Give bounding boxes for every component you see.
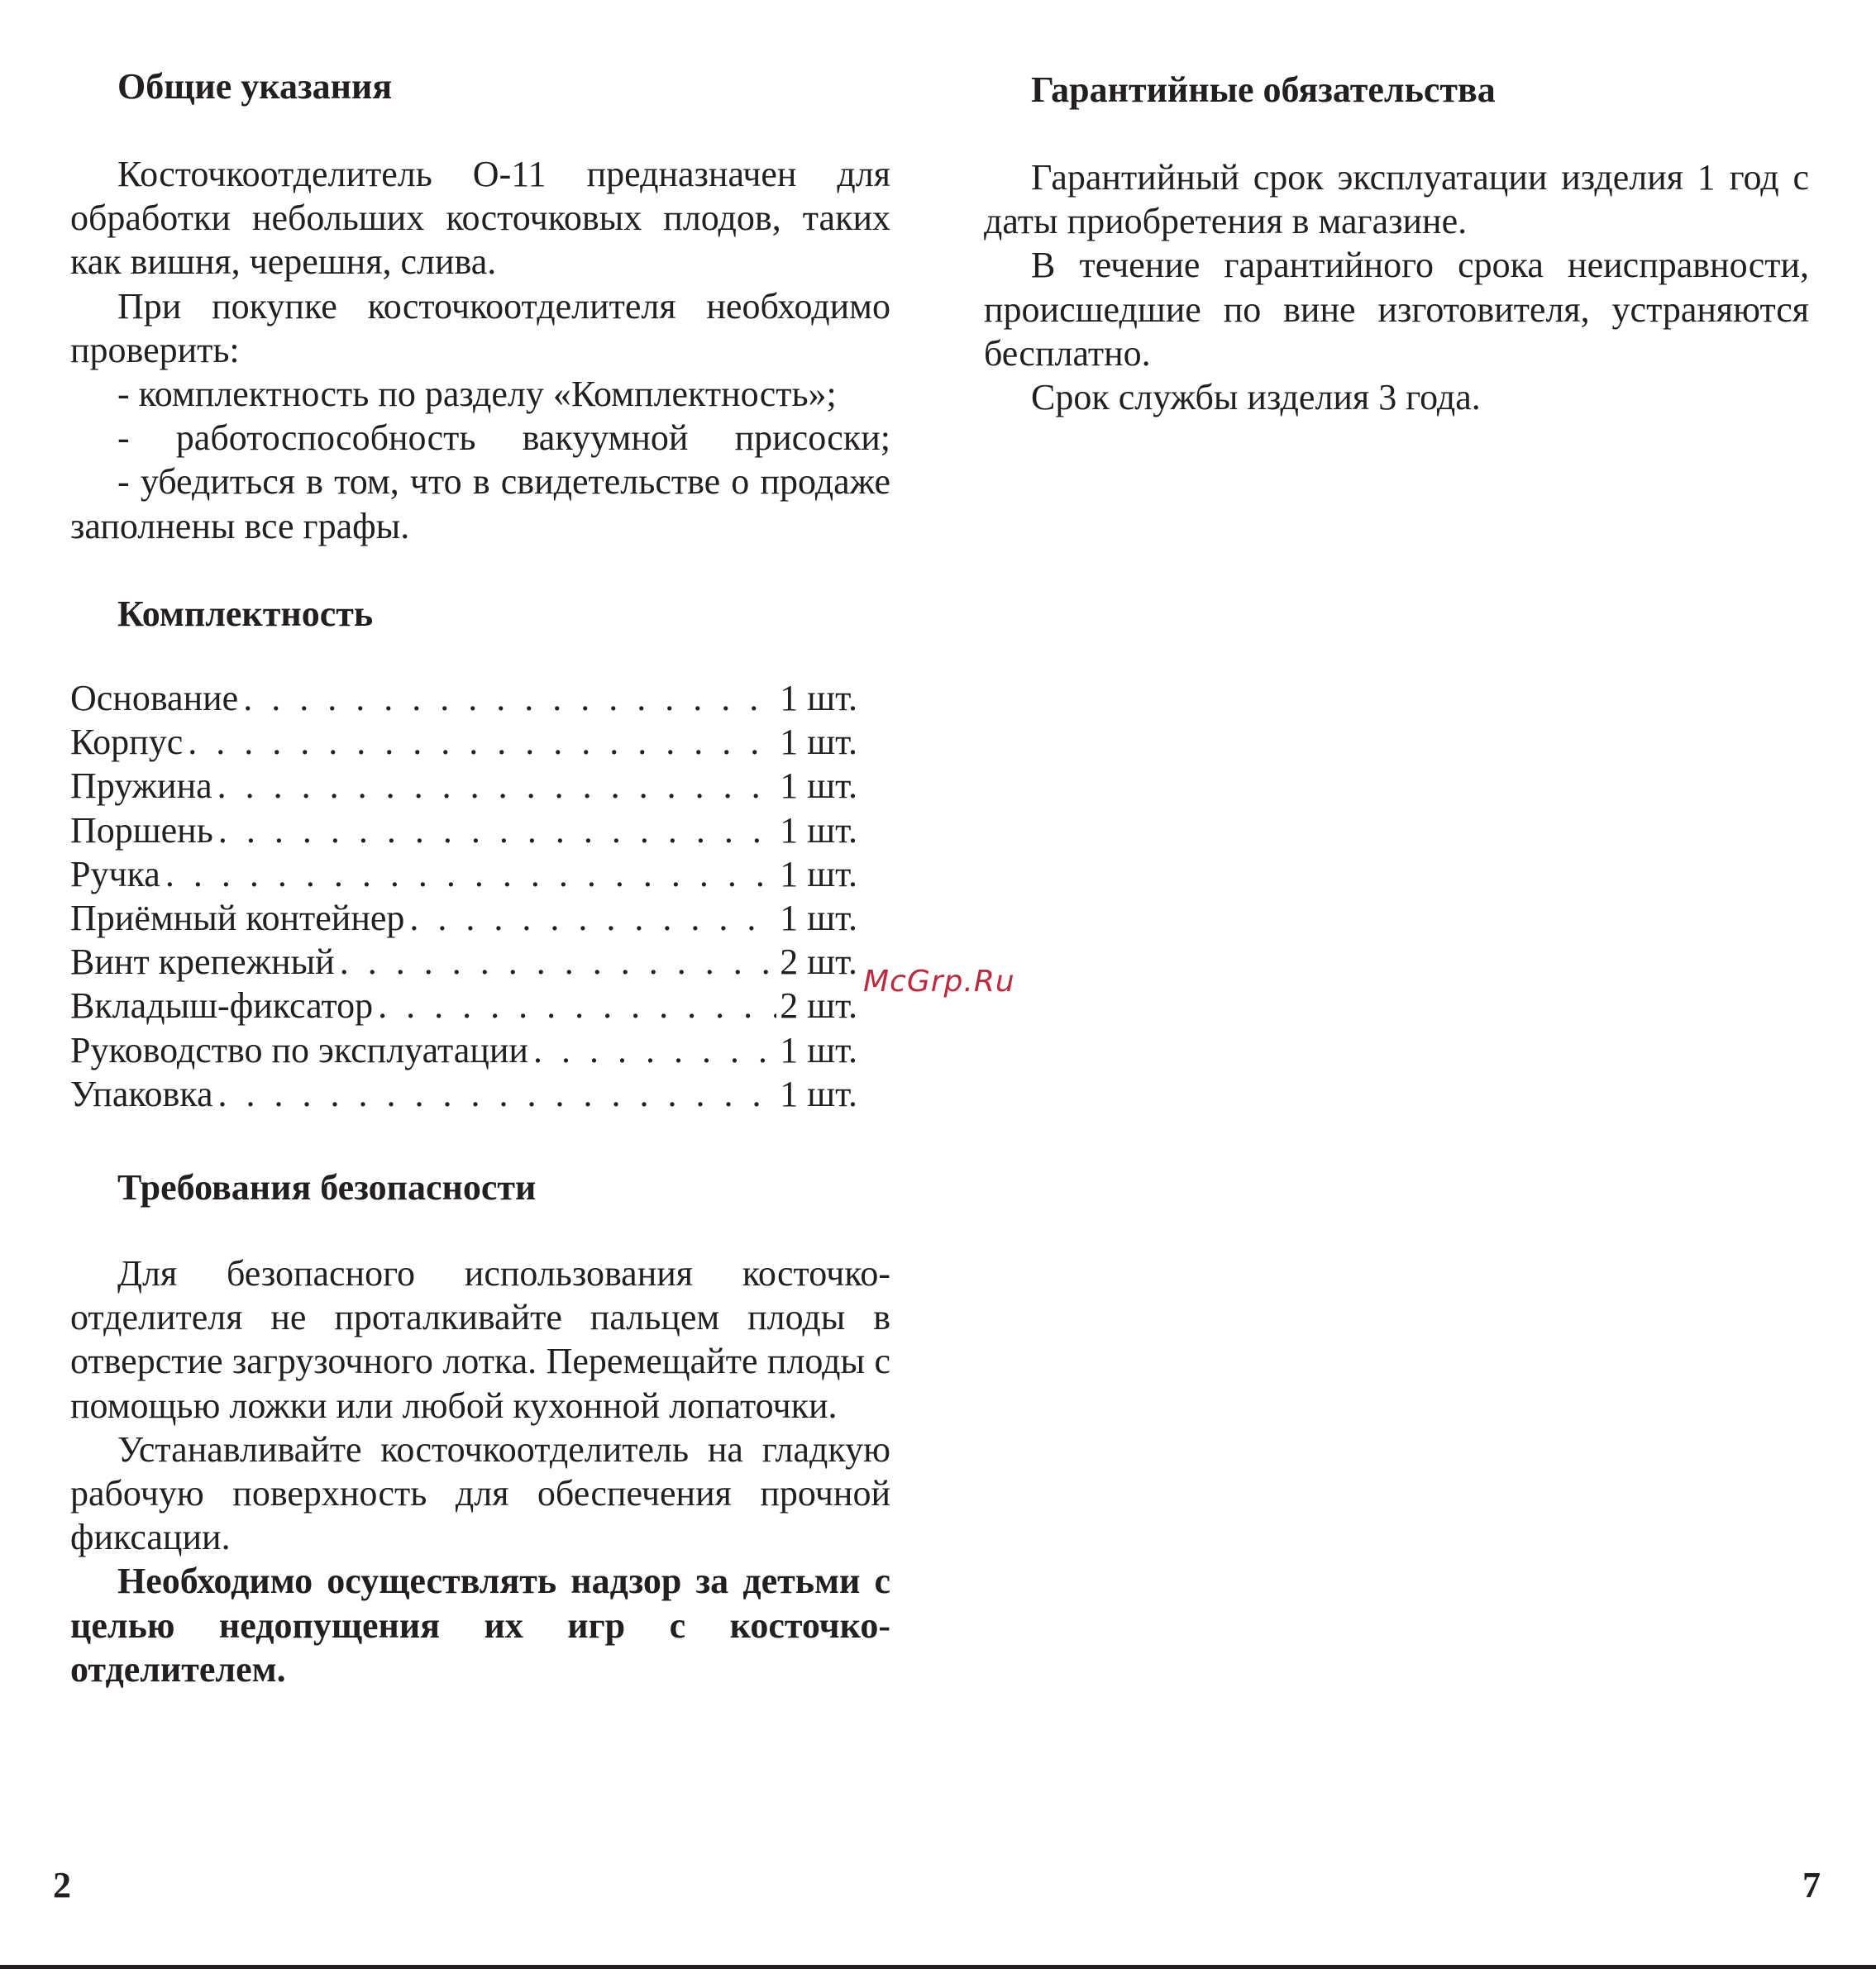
general-paragraph-2: При покупке косточкоотделителя необходимо проверить: [70,285,890,370]
contents-item-qty: 1 шт. [780,1073,857,1114]
check-item-1: - комплектность по разделу «Комплектность»; [117,374,837,415]
contents-item-name: Поршень [70,809,213,851]
check-item-3: - убедиться в том, что в свидетельстве о продаже заполнены все графы. [70,461,890,546]
leader-dots [218,1072,777,1116]
contents-item-name: Пружина [70,765,212,807]
check-item-2: - работоспособность вакуумной присоски; [117,417,890,459]
warranty-section [984,155,1809,419]
contents-item [70,764,857,808]
contents-item [70,940,857,984]
warranty-heading: Гарантийные обязательства [1031,69,1496,110]
leader-dots [218,808,776,852]
safety-paragraph-1: Для безопасного использования косточко-отделителя не проталкивайте пальцем плоды в отверстие загрузочного лотка. Перемещайте плоды с помощью ложки или любой кухонной лопаточки. [70,1253,890,1426]
contents-item-name: Вкладыш-фиксатор [70,985,374,1027]
warranty-paragraph-2: В течение гарантийного срока неисправности, происшедшие по вине изготовителя, устраняются бесплатно. [984,245,1809,374]
contents-item-name: Упаковка [70,1073,213,1114]
warranty-paragraph-1: Гарантийный срок эксплуатации изделия 1 год с даты приобретения в магазине. [984,157,1809,242]
page-number-left: 2 [53,1865,71,1905]
contents-item-name: Приёмный контейнер [70,897,405,938]
leader-dots [378,984,776,1027]
page-number-right: 7 [1802,1865,1821,1905]
contents-item-name: Винт крепежный [70,942,335,983]
contents-item-qty: 1 шт. [780,897,857,938]
warranty-paragraph-3: Срок службы изделия 3 года. [1031,377,1481,418]
safety-warning: Необходимо осуществлять надзор за детьми с целью недопущения их игр с косточко-отделителем. [70,1561,890,1690]
contents-item-qty: 1 шт. [780,678,857,718]
safety-paragraph-2: Устанавливайте косточкоотделитель на гладкую рабочую поверхность для обеспечения прочной фиксации. [70,1428,890,1558]
contents-item-qty: 1 шт. [780,765,857,807]
contents-item [70,896,857,940]
contents-item [70,852,857,896]
leader-dots [409,896,776,940]
contents-item [70,676,857,720]
watermark: McGrp.Ru [863,965,1015,999]
contents-item-qty: 2 шт. [780,985,857,1027]
contents-item [70,1028,857,1072]
contents-item [70,808,857,852]
leader-dots [243,676,776,720]
contents-item [70,984,857,1027]
contents-heading: Комплектность [117,594,374,634]
leader-dots [533,1028,776,1072]
general-heading: Общие указания [117,66,393,107]
leader-dots [217,764,777,808]
contents-item-qty: 2 шт. [780,942,857,983]
contents-item-name: Руководство по эксплуатации [70,1029,528,1070]
contents-item-name: Основание [70,678,239,718]
bottom-border [0,1965,1876,1969]
safety-heading: Требования безопасности [117,1167,537,1208]
safety-section [70,1251,890,1691]
contents-item-qty: 1 шт. [780,722,857,763]
leader-dots [340,940,776,984]
contents-item-name: Корпус [70,722,184,763]
contents-item-qty: 1 шт. [780,1029,857,1070]
leader-dots [188,720,776,764]
general-section [70,152,890,548]
general-paragraph-1: Косточкоотделитель О-11 предназначен для обработки небольших косточковых плодов, таких как вишня, черешня, слива. [70,154,890,283]
contents-item [70,1072,857,1116]
contents-item-name: Ручка [70,853,160,894]
contents-list [70,676,857,1116]
contents-item-qty: 1 шт. [780,809,857,851]
leader-dots [165,852,776,896]
contents-item-qty: 1 шт. [780,853,857,894]
contents-item [70,720,857,764]
